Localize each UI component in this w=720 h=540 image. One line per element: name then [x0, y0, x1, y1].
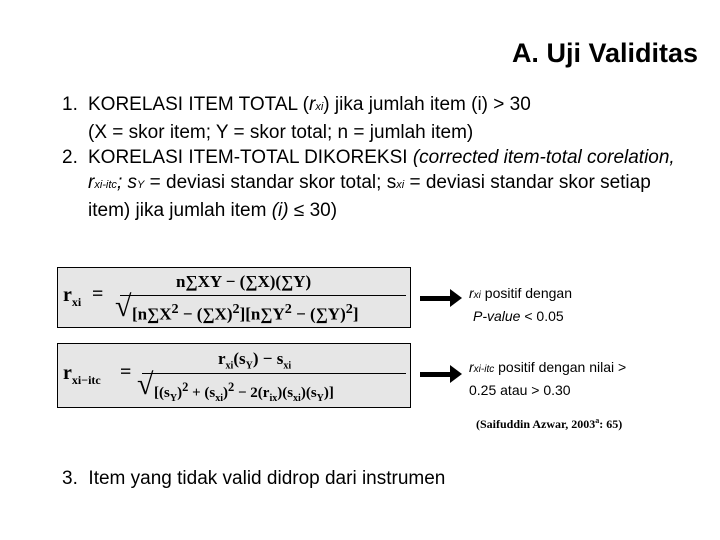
subscript: Y — [245, 360, 253, 372]
criteria-list — [62, 92, 682, 223]
text: ] — [352, 304, 359, 324]
text: [(s — [154, 385, 170, 401]
text: ) − s — [252, 349, 284, 368]
slide-title: A. Uji Validitas — [511, 38, 698, 68]
text: )(s — [300, 385, 317, 401]
formula-denominator — [132, 301, 359, 325]
subscript: Y — [137, 179, 145, 191]
subscript: xi — [315, 101, 324, 113]
text: )] — [323, 385, 334, 401]
subscript: xi — [473, 290, 481, 301]
subscript: Y — [316, 393, 324, 404]
text: r — [218, 349, 226, 368]
subscript: xi — [225, 360, 234, 372]
symbol: r — [309, 94, 316, 115]
formula-numerator — [218, 349, 291, 371]
text: : 65) — [599, 417, 623, 431]
symbol: r — [63, 362, 72, 384]
text: − (∑X) — [178, 304, 233, 324]
list-item-2 — [62, 145, 682, 223]
text: (s — [233, 349, 246, 368]
criterion-note-1 — [469, 283, 572, 327]
symbol: r — [63, 284, 72, 306]
note-2-line-2: 0.25 atau > 0.30 — [469, 382, 571, 398]
text: = deviasi standar skor setiap item) jika jumlah item — [88, 172, 651, 221]
exponent: 2 — [171, 301, 179, 317]
italic-text: ; s — [116, 172, 137, 193]
formula-item-total-correlation — [57, 267, 411, 328]
italic-text: (i) — [271, 200, 289, 221]
exponent: 2 — [182, 380, 189, 394]
item-2-text — [88, 145, 682, 223]
text: )(s — [277, 385, 294, 401]
superscript: a — [595, 416, 600, 425]
italic-text: P-value — [473, 308, 521, 324]
list-item-3 — [62, 468, 445, 490]
exponent: 2 — [284, 301, 292, 317]
symbol: r — [469, 359, 474, 375]
subscript: xi-itc — [473, 364, 495, 375]
text: ) jika jumlah item (i) > 30 — [323, 94, 531, 115]
italic-text: (corrected item-total corelation, r — [88, 147, 675, 193]
text: − 2(r — [234, 385, 270, 401]
fraction-bar — [120, 295, 406, 296]
item-number: 2. — [62, 147, 78, 168]
sqrt-sign: √ — [115, 290, 132, 323]
exponent: 2 — [227, 380, 235, 394]
subscript: ix — [269, 393, 278, 404]
note-1-line-2 — [469, 306, 572, 327]
text: ) — [177, 385, 183, 401]
text: ) — [222, 385, 228, 401]
text: [n∑X — [132, 304, 172, 324]
formula-denominator — [154, 380, 334, 404]
symbol: r — [469, 285, 474, 301]
note-2-line-1 — [469, 357, 626, 380]
text: KORELASI ITEM-TOTAL DIKOREKSI — [88, 147, 413, 168]
text: ][n∑Y — [239, 304, 285, 324]
subscript: xi — [293, 393, 301, 404]
arrow-right-icon — [420, 369, 462, 379]
subscript: xi-itc — [94, 179, 117, 191]
item-1-line-2: (X = skor item; Y = skor total; n = jumlah item) — [88, 122, 474, 143]
fraction-bar — [142, 373, 406, 374]
exponent: 2 — [345, 301, 353, 317]
item-1-line-1 — [88, 92, 682, 120]
text: ≤ 30) — [288, 200, 338, 221]
subscript: Y — [169, 393, 178, 404]
formula-corrected-item-total — [57, 343, 411, 408]
subscript: xi — [71, 295, 82, 309]
arrow-right-icon — [420, 293, 462, 303]
text: − (∑Y) — [291, 304, 346, 324]
text: positif dengan nilai > — [494, 359, 627, 375]
subscript: xi — [396, 179, 405, 191]
formula-numerator: n∑XY − (∑X)(∑Y) — [176, 272, 312, 291]
text: (Saifuddin Azwar, 2003 — [476, 417, 596, 431]
criterion-note-2 — [469, 357, 626, 401]
text: positif dengan — [480, 285, 572, 301]
item-number: 3. — [62, 468, 78, 489]
subscript: xi — [215, 393, 223, 404]
equals-sign: = — [92, 283, 104, 305]
text: KORELASI ITEM TOTAL ( — [88, 94, 310, 115]
text: < 0.05 — [520, 308, 564, 324]
text: = deviasi standar skor total; s — [144, 172, 397, 193]
formula-lhs — [63, 362, 101, 388]
subscript: xi — [283, 360, 292, 372]
equals-sign: = — [120, 361, 132, 383]
text: + (s — [188, 385, 216, 401]
subscript: xi−itc — [71, 373, 101, 387]
list-item-1 — [62, 92, 682, 145]
exponent: 2 — [232, 301, 240, 317]
item-number: 1. — [62, 94, 78, 115]
citation — [476, 416, 622, 432]
sqrt-sign: √ — [137, 368, 154, 401]
note-1-line-1 — [469, 283, 572, 306]
item-3-text: Item yang tidak valid didrop dari instrumen — [88, 468, 446, 489]
formula-lhs — [63, 284, 81, 310]
